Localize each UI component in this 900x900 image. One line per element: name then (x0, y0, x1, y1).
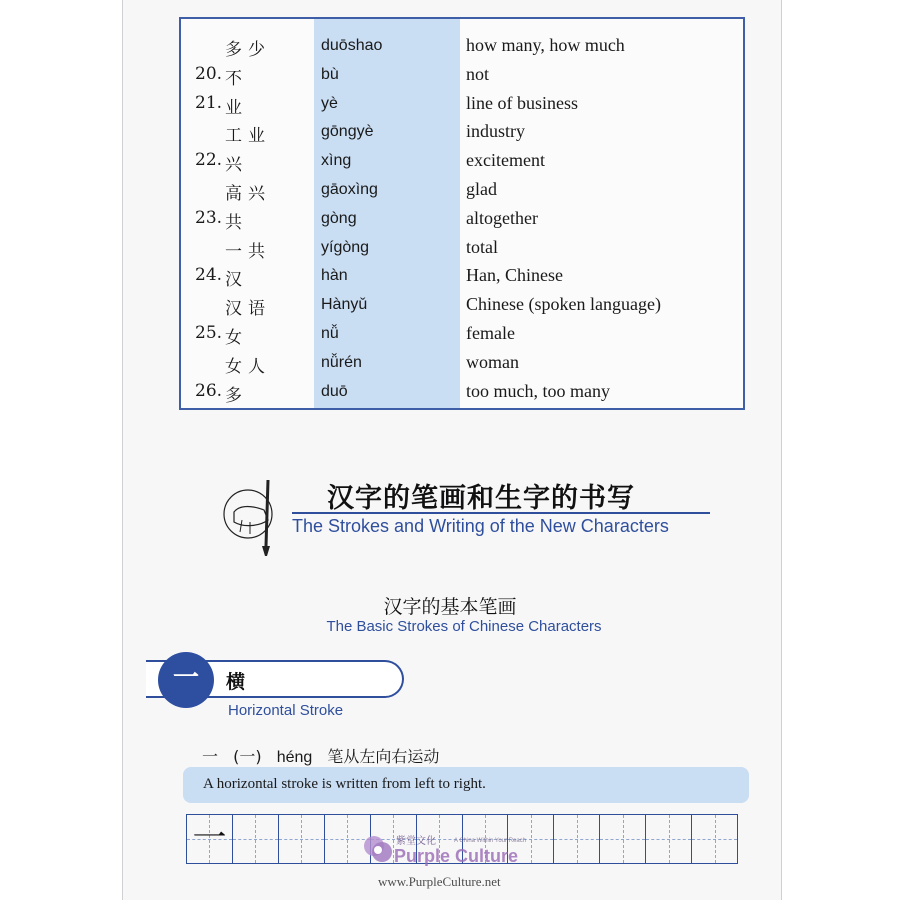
vocab-row (181, 235, 743, 264)
vocab-english: too much, too many (466, 380, 610, 401)
vocab-english: not (466, 63, 490, 84)
subsection-title-english: The Basic Strokes of Chinese Characters (326, 618, 602, 635)
vocab-row (181, 263, 743, 292)
stroke-explanation-box (183, 767, 749, 803)
stroke-explanation-english: A horizontal stroke is written from left to right. (203, 776, 486, 792)
vocabulary-rows (181, 33, 743, 407)
vocab-hanzi: 女 (225, 327, 248, 348)
vocab-number: 25. (195, 322, 223, 343)
watermark (360, 826, 550, 892)
subsection-title-chinese: 汉字的基本笔画 (383, 596, 517, 618)
vocab-row (181, 350, 743, 379)
vocab-english: total (466, 236, 498, 257)
vocab-pinyin: nǚrén (321, 353, 362, 371)
stroke-description-line (202, 744, 449, 767)
vocab-hanzi: 兴 (225, 155, 248, 176)
vocab-english: Han, Chinese (466, 265, 563, 286)
practice-cell[interactable] (187, 815, 233, 863)
vocab-pinyin: gāoxìng (321, 180, 378, 198)
vocab-english: altogether (466, 207, 538, 228)
vocab-row (181, 177, 743, 206)
vocab-hanzi: 工业 (225, 126, 271, 147)
vocab-pinyin: gòng (321, 209, 357, 227)
vocab-pinyin: Hànyǔ (321, 296, 368, 314)
vocab-number: 22. (195, 150, 223, 171)
vocab-pinyin: hàn (321, 267, 348, 285)
vocab-row (181, 148, 743, 177)
vocab-number: 20. (195, 63, 223, 84)
vocab-number: 23. (195, 207, 223, 228)
vocab-pinyin: yígòng (321, 238, 370, 256)
vocab-hanzi: 多少 (225, 40, 271, 60)
stroke-name-chinese: 横 (226, 671, 246, 693)
vocab-row (181, 119, 743, 148)
section-header (220, 470, 720, 560)
calligraphy-brush-icon (220, 476, 290, 558)
watermark-brand: Purple Culture (394, 846, 519, 866)
stroke-paren: (一) (233, 747, 262, 766)
vocab-row (181, 321, 743, 350)
vocab-row (181, 206, 743, 235)
vocab-hanzi: 多 (225, 385, 248, 406)
vocab-hanzi: 一共 (225, 241, 271, 262)
vocab-pinyin: bù (321, 65, 339, 83)
vocab-hanzi: 业 (225, 97, 248, 118)
section-divider (292, 512, 710, 514)
practice-cell[interactable] (279, 815, 325, 863)
vocab-english: industry (466, 121, 526, 142)
practice-cell[interactable] (692, 815, 737, 863)
vocab-row (181, 91, 743, 120)
vocab-english: Chinese (spoken language) (466, 294, 661, 315)
vocab-pinyin: gōngyè (321, 123, 374, 141)
stroke-name-english: Horizontal Stroke (228, 702, 344, 719)
watermark-url: www.PurpleCulture.net (378, 874, 501, 889)
vocab-row (181, 292, 743, 321)
stroke-desc-chinese: 笔从左向右运动 (327, 747, 440, 766)
vocab-pinyin: xìng (321, 152, 352, 170)
watermark-tagline: A China Within Your Reach (454, 838, 527, 844)
vocab-english: glad (466, 178, 497, 199)
vocab-english: line of business (466, 92, 578, 113)
vocab-pinyin: duō (321, 382, 348, 400)
stroke-pinyin: héng (276, 749, 313, 766)
section-title-english: The Strokes and Writing of the New Characters (292, 516, 669, 536)
vocab-english: excitement (466, 150, 545, 171)
vocab-hanzi: 高兴 (225, 183, 271, 204)
vocab-pinyin: duōshao (321, 37, 383, 54)
model-character: 一 (192, 818, 227, 858)
vocab-pinyin: nǚ (321, 324, 339, 342)
watermark-chinese: 紫堂文化 (396, 836, 436, 847)
stroke-char: 一 (202, 747, 219, 766)
vocab-row (181, 33, 743, 62)
practice-cell[interactable] (600, 815, 646, 863)
vocab-hanzi: 汉语 (225, 299, 271, 320)
vocabulary-table (179, 17, 745, 410)
vocab-number: 21. (195, 92, 223, 113)
vocab-hanzi: 汉 (225, 270, 248, 291)
practice-cell[interactable] (233, 815, 279, 863)
practice-cell[interactable] (554, 815, 600, 863)
practice-cell[interactable] (646, 815, 692, 863)
vocab-hanzi: 不 (225, 68, 248, 89)
vocab-hanzi: 女人 (225, 356, 271, 377)
vocab-english: woman (466, 351, 519, 372)
stroke-symbol-badge: 一 (158, 652, 214, 708)
vocab-english: female (466, 322, 515, 343)
vocab-hanzi: 共 (225, 212, 248, 233)
vocab-pinyin: yè (321, 94, 338, 112)
vocab-english: how many, how much (466, 35, 625, 55)
section-title-chinese: 汉字的笔画和生字的书写 (327, 483, 635, 514)
purple-culture-logo-icon (360, 830, 396, 870)
vocab-number: 24. (195, 265, 223, 286)
vocab-row (181, 62, 743, 91)
vocab-row (181, 379, 743, 408)
vocab-number: 26. (195, 380, 223, 401)
